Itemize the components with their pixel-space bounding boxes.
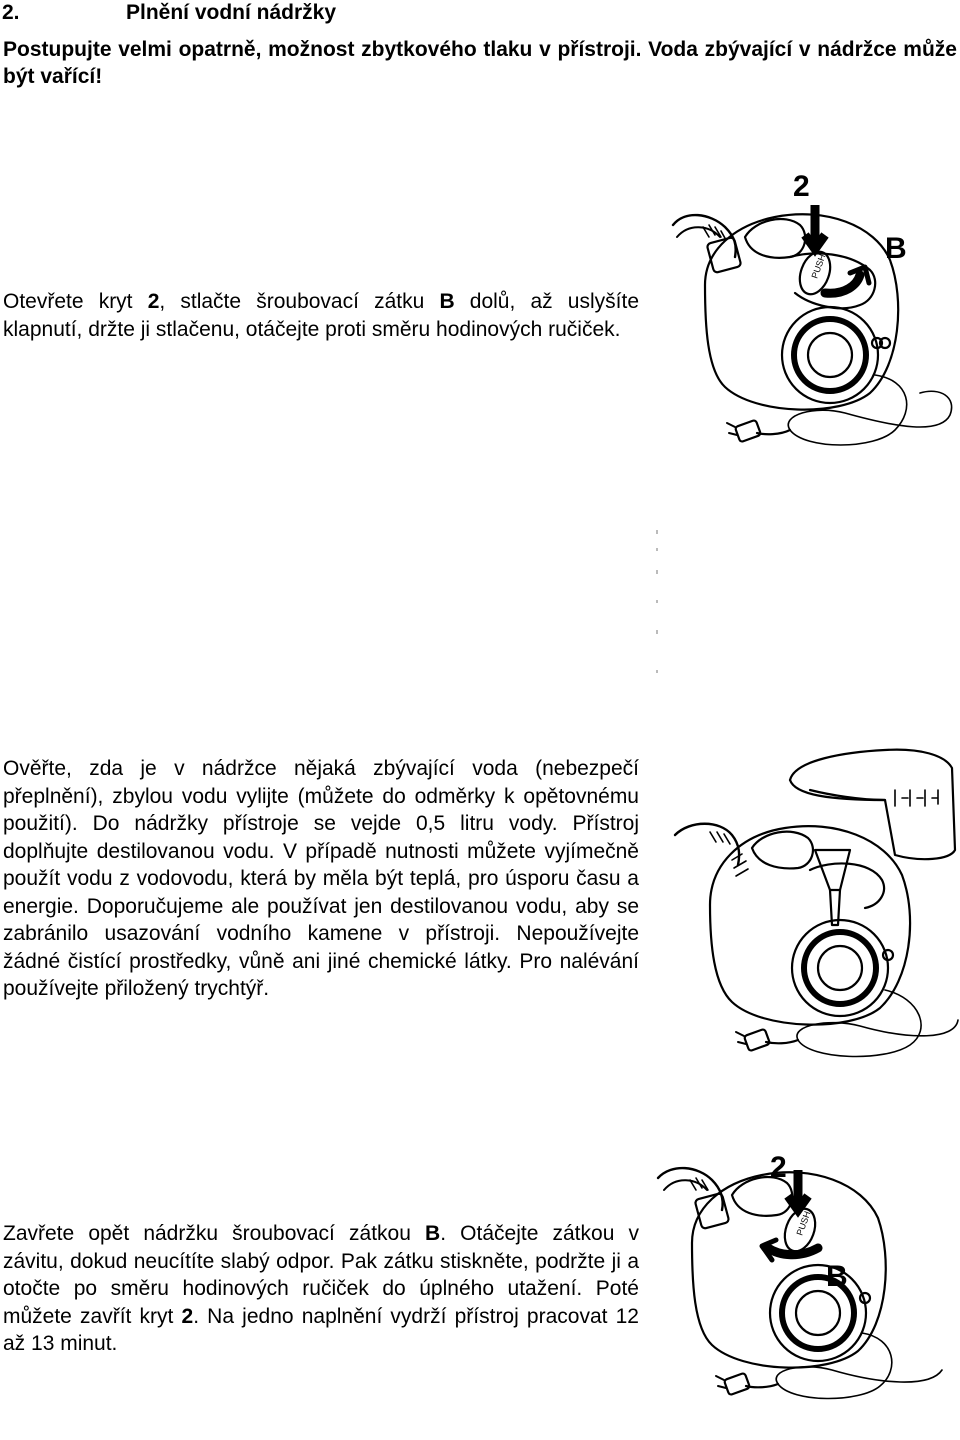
figure1-label-cover: 2 bbox=[793, 170, 810, 203]
figure-fill-water bbox=[670, 740, 960, 1070]
figure-close-cap bbox=[650, 1148, 950, 1418]
figure3-label-cover: 2 bbox=[770, 1151, 787, 1184]
figure1-label-cap: B bbox=[885, 232, 907, 265]
scan-artifact bbox=[654, 530, 660, 680]
svg-text:PUSH: PUSH bbox=[809, 252, 828, 280]
step-open-tank-text: Otevřete kryt 2, stlačte šroubovací zátku B dolů, až uslyšíte klapnutí, držte ji stlačenu, otáčejte proti směru hodinových ručiček. bbox=[3, 290, 640, 341]
warning-text: Postupujte velmi opatrně, možnost zbytkového tlaku v přístroji. Voda zbývající v nádržce může být vařící! bbox=[3, 38, 957, 88]
svg-text:PUSH: PUSH bbox=[794, 1209, 813, 1237]
step-fill-water-text: Ověřte, zda je v nádržce nějaká zbývající voda (nebezpečí přeplnění), zbylou vodu vylijte (můžete do odměrky k opětovnému použití). Do nádržky přístroje se vejde 0,5 litru vody. Přístroj doplňujte destilovanou vodu. V případě nutnosti můžete vyjímečně použít vodu z vodovodu, která by měla být teplá, pro úsporu času a energie. Doporučujeme ale používat jen destilovanou vodu, aby se zabránilo usazování vodního kamene v přístroji. Nepoužívejte žádné čistící prostředky, vůně ani jiné chemické látky. Pro nalévání používejte přiložený trychtýř. bbox=[3, 757, 639, 1000]
figure-open-cap bbox=[665, 165, 960, 475]
figure3-label-cap: B bbox=[826, 1260, 848, 1293]
section-number: 2. bbox=[2, 1, 20, 24]
step-close-tank-text: Zavřete opět nádržku šroubovací zátkou B. Otáčejte zátkou v závitu, dokud neucítíte slabý odpor. Pak zátku stiskněte, podržte ji a otočte po směru hodinových ručiček do úplného utažení. Poté můžete zavřít kryt 2. Na jedno naplnění vydrží přístroj pracovat 12 až 13 minut. bbox=[3, 1222, 640, 1355]
section-title: Plnění vodní nádržky bbox=[126, 1, 337, 24]
